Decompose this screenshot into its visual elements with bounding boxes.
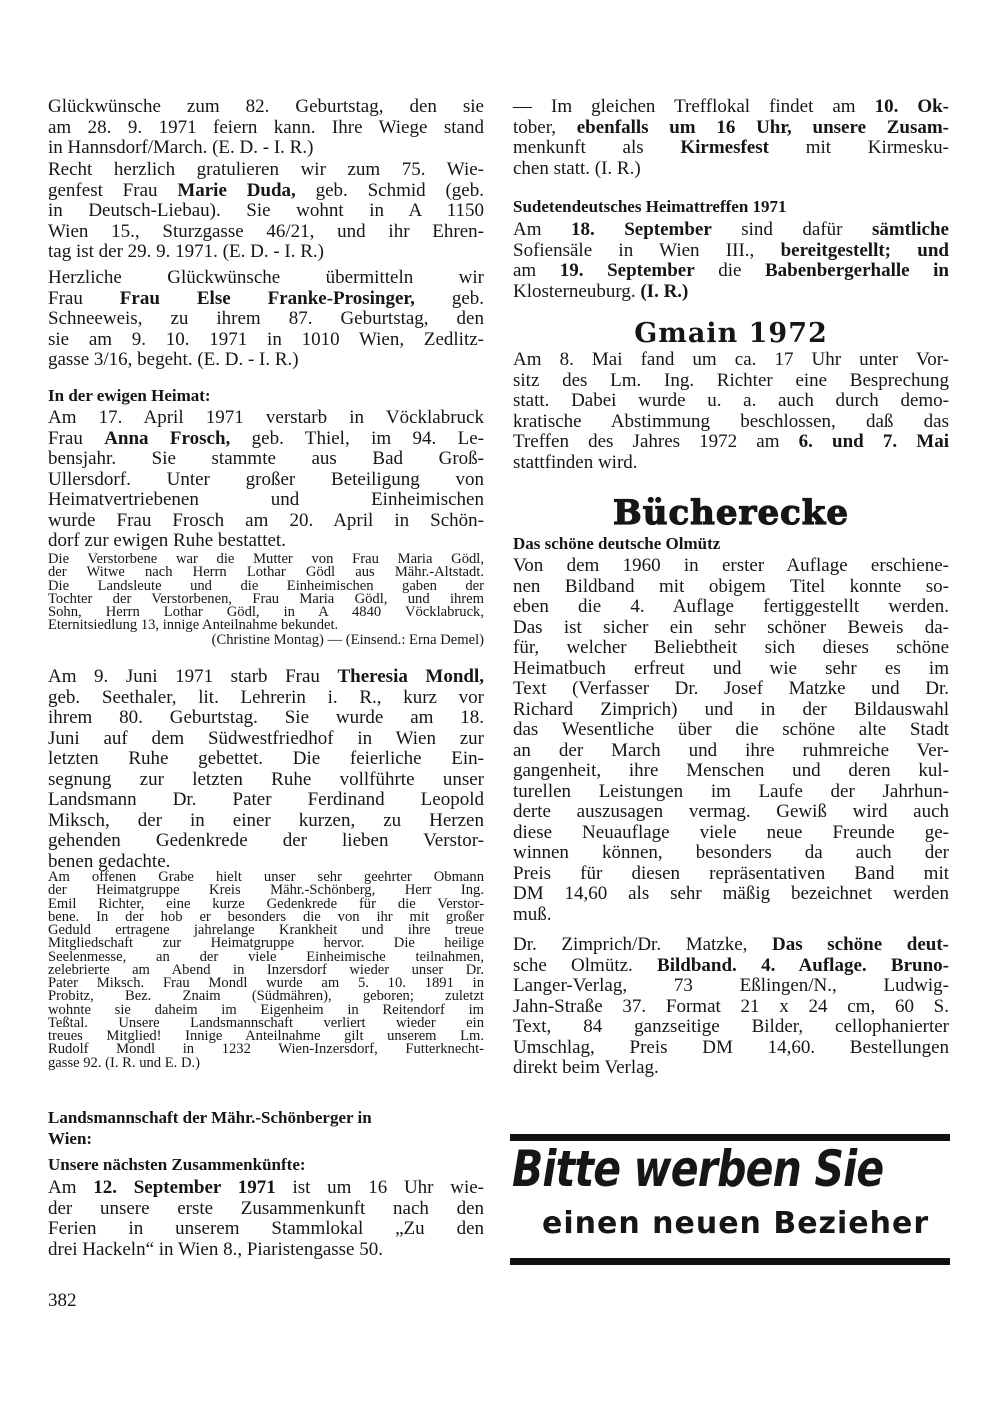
text: Jahn-Straße 37. Format 21 x 24 cm, 60 S. — [513, 995, 949, 1017]
bold-text: Bildband. 4. Auflage. Bruno- — [632, 954, 949, 976]
text: Die Landsleute und die Einheimischen gaben der — [48, 577, 484, 594]
text-line — [48, 1154, 484, 1175]
text-line — [48, 201, 484, 222]
text-line — [513, 782, 949, 803]
text-line — [48, 1219, 484, 1240]
text-line — [48, 708, 484, 729]
text: sind dafür — [711, 219, 872, 240]
text: die — [694, 260, 765, 281]
section-heading — [48, 385, 484, 406]
text-line — [48, 350, 484, 371]
text-line — [513, 823, 949, 844]
text: bensjahr. Sie stammte aus Bad Groß- — [48, 448, 484, 469]
text: genfest Frau — [48, 179, 178, 201]
text: Das ist sicher ein sehr schöner Beweis da- — [513, 616, 949, 638]
text: Recht herzlich gratulieren wir zum 75. Wie- — [48, 159, 484, 180]
text-line — [48, 330, 484, 351]
text: ihrem 80. Geburtstag. Sie wurde am 18. — [48, 707, 484, 728]
text: Tochter der Verstorbenen, Frau Maria Gödl, und ihrem — [48, 590, 484, 607]
text: tober, — [513, 116, 557, 138]
text-line — [48, 1178, 484, 1199]
text-line — [513, 597, 949, 618]
text-line — [513, 261, 949, 282]
text: treues Mitglied! Innige Anteilnahme gilt unserem Lm. — [48, 1028, 484, 1044]
text: eben die 4. Auflage fertiggestellt werden. — [513, 596, 949, 617]
text-line — [513, 220, 949, 241]
text-line — [48, 309, 484, 330]
paragraph — [48, 97, 484, 159]
text: Am 17. April 1971 verstarb in Vöcklabruck — [48, 407, 484, 428]
text-line — [48, 138, 484, 159]
text: der Witwe nach Herrn Lothar Gödl aus Mähr.-Altstadt. — [48, 564, 484, 581]
text-line — [48, 429, 484, 450]
text-line — [48, 619, 484, 632]
text: turellen Leistungen im Laufe der Jahrhun- — [513, 780, 949, 802]
text: Am — [48, 1177, 94, 1198]
text: Miksch, der in einer kurzen, zu Herzen — [48, 809, 484, 831]
text: sitz des Lm. Ing. Richter eine Besprechung — [513, 369, 949, 391]
text-line — [48, 289, 484, 310]
text: letzten Ruhe gebettet. Die feierliche Ein- — [48, 748, 484, 769]
text: Text (Verfasser Dr. Josef Matzke und Dr. — [513, 678, 949, 699]
text: muß. — [513, 903, 552, 925]
text: zelebrierte am Abend in Inzersdorf wieder unser Dr. — [48, 961, 484, 978]
text: Dr. Zimprich/Dr. Matzke, — [513, 934, 773, 955]
text: sche Olmütz. — [513, 954, 633, 976]
text-line — [48, 385, 484, 406]
text: geb. Thiel, im 94. Le- — [230, 427, 484, 449]
text-line — [513, 371, 949, 392]
text: Wien 15., Sturzgasse 46/21, und ihr Ehren- — [48, 220, 484, 242]
text: Herzliche Glückwünsche übermitteln wir — [48, 267, 484, 288]
text-line — [513, 935, 949, 956]
text-line — [513, 391, 949, 412]
text: an der March und ihre ruhmreiche Ver- — [513, 739, 949, 761]
bold-text: 12. September 1971 — [93, 1177, 276, 1198]
text-line — [48, 1240, 484, 1261]
text-line — [513, 453, 949, 474]
text: dorf zur ewigen Ruhe bestattet. — [48, 530, 286, 551]
text: Richard Zimprich) und in der Bildauswahl — [513, 698, 949, 720]
text-line — [48, 490, 484, 511]
text-line — [48, 160, 484, 181]
text: Die Verstorbene war die Mutter von Frau Maria Gödl, — [48, 551, 484, 567]
text: tag ist der 29. 9. 1971. (E. D. - I. R.) — [48, 241, 324, 262]
text-line — [48, 470, 484, 491]
section-heading — [513, 196, 949, 217]
text-line — [513, 638, 949, 659]
text: nen Bildband mit obigem Titel konnte so- — [513, 575, 949, 597]
bold-text: sämtliche — [871, 219, 949, 240]
text: In der ewigen Heimat: — [48, 386, 211, 405]
text: derte auszusagen vermag. Gewiß wird auch — [513, 801, 949, 822]
text: Sofiensäle in Wien III., — [513, 239, 755, 261]
text: Emil Richter, eine kurze Gedenkrede für die Verstor- — [48, 895, 484, 912]
text-line — [513, 118, 949, 139]
text: Unsere nächsten Zusammenkünfte: — [48, 1155, 306, 1174]
text-line — [48, 1054, 484, 1071]
text: Ullersdorf. Unter großer Beteiligung von — [48, 468, 484, 490]
ad-headline: Bitte werben Sie — [512, 1140, 884, 1198]
text-line — [48, 531, 484, 552]
bold-text: 10. Ok- — [874, 96, 949, 117]
text: Probitz, Bez. Znaim (Südmähren), geboren; zuletzt — [48, 988, 484, 1005]
text: diese Neuauflage viele neue Freunde ge- — [513, 821, 949, 843]
bold-text: bereitgestellt; und — [754, 239, 949, 261]
section-title: Gmain 1972 — [634, 318, 828, 349]
bold-text: Kirmesfest — [680, 137, 769, 158]
text-line — [513, 350, 949, 371]
section-heading — [48, 1154, 484, 1175]
text: bene. In der hob er besonders die von ihr mit großer — [48, 908, 484, 925]
paragraph — [48, 268, 484, 371]
text-line — [513, 679, 949, 700]
text-line — [513, 412, 949, 433]
text: segnung zur letzten Ruhe vollführte unser — [48, 768, 484, 790]
text-line — [513, 761, 949, 782]
text: Seelenmesse, an der viele Einheimische teilnahmen, — [48, 948, 484, 965]
text: Landsmann Dr. Pater Ferdinand Leopold — [48, 789, 484, 810]
section-title: Bücherecke — [613, 493, 849, 533]
text-line — [513, 884, 949, 905]
page-number: 382 — [48, 1290, 77, 1311]
text: DM 14,60 als sehr mäßig bezeichnet werden — [513, 883, 949, 904]
text-line — [48, 770, 484, 791]
text: Am offenen Grabe hielt unser sehr geehrter Obmann — [48, 869, 484, 885]
text: in Deutsch-Liebau). Sie wohnt in A 1150 — [48, 200, 484, 221]
text: für, welcher Beliebtheit sich dieses schöne — [513, 637, 949, 658]
text: stattfinden wird. — [513, 451, 638, 473]
text-line — [48, 790, 484, 811]
text: ist um 16 Uhr wie- — [275, 1177, 484, 1198]
text: Frau — [48, 287, 120, 309]
text: Preis für diesen repräsentativen Band mit — [513, 862, 949, 884]
section-heading — [513, 533, 949, 554]
text-line — [48, 688, 484, 709]
text-line — [513, 659, 949, 680]
text-line — [48, 1107, 484, 1128]
attribution: (Christine Montag) — (Einsend.: Erna Demel) — [211, 631, 484, 648]
text: Treffen des Jahres 1972 am — [513, 431, 799, 452]
bold-text: Frau Else Franke-Prosinger, — [119, 287, 415, 309]
text-line — [513, 956, 949, 977]
text: wurde Frau Frosch am 20. April in Schön- — [48, 509, 484, 531]
ad-subline: einen neuen Bezieher — [542, 1206, 930, 1241]
text: Wien: — [48, 1129, 93, 1148]
text: geb. — [414, 287, 485, 309]
text: am — [513, 260, 560, 281]
text: wohnte sie daheim im Eigenheim in Reitendorf im — [48, 1001, 484, 1018]
text-line — [513, 720, 949, 741]
text: Das schöne deutsche Olmütz — [513, 534, 721, 553]
text-line — [513, 843, 949, 864]
text-line — [513, 1038, 949, 1059]
small-print-paragraph — [48, 871, 484, 1070]
text: Am 8. Mai fand um ca. 17 Uhr unter Vor- — [513, 349, 949, 370]
text-line — [513, 1017, 949, 1038]
bold-text: 19. September — [559, 260, 695, 281]
text: am 28. 9. 1971 feiern kann. Ihre Wiege stand — [48, 116, 484, 138]
text-line — [48, 408, 484, 429]
text-line — [513, 976, 949, 997]
text: Geduld ertragene jahrelange Krankheit und ihre treue — [48, 922, 484, 938]
text-line — [48, 749, 484, 770]
text-line — [48, 1199, 484, 1220]
bold-text: Babenbergerhalle in — [764, 260, 949, 281]
text-line — [48, 667, 484, 688]
text: Glückwünsche zum 82. Geburtstag, den sie — [48, 96, 484, 117]
text: Mitgliedschaft zur Heimatgruppe hervor. Die heilige — [48, 935, 484, 952]
text-line — [513, 700, 949, 721]
bold-text: 6. und 7. Mai — [798, 431, 949, 452]
text: Umschlag, Preis DM 14,60. Bestellungen — [513, 1036, 949, 1058]
text: Heimatbuch erfreut und wie sehr es im — [513, 657, 949, 679]
text: menkunft als — [513, 137, 681, 158]
text-line — [48, 811, 484, 832]
text: chen statt. (I. R.) — [513, 157, 641, 179]
text: mit Kirmesku- — [768, 137, 949, 158]
text: direkt beim Verlag. — [513, 1057, 659, 1078]
text-line — [513, 282, 949, 303]
text: winnen können, besonders da auch der — [513, 842, 949, 863]
text-line — [513, 905, 949, 926]
text: gasse 92. (I. R. und E. D.) — [48, 1054, 200, 1071]
text: das Wesentliche über die schöne alte Stadt — [513, 719, 949, 740]
text-line — [513, 138, 949, 159]
text: Heimatvertriebenen und Einheimischen — [48, 489, 484, 510]
text: Am — [513, 219, 571, 240]
text: Langer-Verlag, 73 Eßlingen/N., Ludwig- — [513, 975, 949, 996]
text: Schneeweis, zu ihrem 87. Geburtstag, den — [48, 308, 484, 329]
bold-text: Das schöne deut- — [772, 934, 949, 955]
text-line — [48, 511, 484, 532]
text-line — [513, 997, 949, 1018]
bold-text: ebenfalls um 16 Uhr, unsere Zusam- — [556, 116, 949, 138]
text-line — [48, 268, 484, 289]
text: gangenheit, ihre Menschen und deren kul- — [513, 760, 949, 781]
paragraph — [513, 556, 949, 925]
text-line — [48, 242, 484, 263]
section-heading — [48, 1107, 484, 1149]
text-line — [513, 241, 949, 262]
text: drei Hackeln“ in Wien 8., Piaristengasse 50. — [48, 1238, 383, 1260]
text: — Im gleichen Trefflokal findet am — [513, 96, 875, 117]
text-line — [48, 1128, 484, 1149]
text: Landsmannschaft der Mähr.-Schönberger in — [48, 1108, 372, 1127]
text-line — [513, 556, 949, 577]
text-line — [48, 181, 484, 202]
text: Pater Miksch. Frau Mondl wurde am 5. 10. 1891 in — [48, 975, 484, 991]
text-line — [48, 449, 484, 470]
text: kratische Abstimmung beschlossen, daß das — [513, 410, 949, 432]
text-line — [513, 159, 949, 180]
text: Am 9. Juni 1971 starb Frau — [48, 666, 338, 687]
text: Rudolf Mondl in 1232 Wien-Inzersdorf, Futterknecht- — [48, 1041, 484, 1058]
text: Frau — [48, 427, 105, 449]
text-line — [513, 97, 949, 118]
paragraph — [48, 408, 484, 552]
text: statt. Dabei wurde u. a. auch durch demo- — [513, 390, 949, 411]
text: geb. Seethaler, lit. Lehrerin i. R., kurz vor — [48, 686, 484, 708]
paragraph — [513, 220, 949, 302]
bold-text: (I. R.) — [635, 280, 689, 302]
text-line — [48, 729, 484, 750]
text: der unsere erste Zusammenkunft nach den — [48, 1197, 484, 1219]
paragraph — [513, 935, 949, 1079]
text: Teßtal. Unsere Landsmannschaft verliert wieder ein — [48, 1014, 484, 1031]
text-line — [513, 802, 949, 823]
ad-bottom-rule — [510, 1258, 950, 1265]
bold-text: Anna Frosch, — [104, 427, 231, 449]
text: Sohn, Herrn Lothar Gödl, in A 4840 Vöcklabruck, — [48, 604, 484, 620]
text: der Heimatgruppe Kreis Mähr.-Schönberg, Herr Ing. — [48, 882, 484, 899]
text-line — [48, 118, 484, 139]
paragraph — [513, 350, 949, 473]
bold-text: Theresia Mondl, — [337, 666, 484, 687]
text-line — [513, 864, 949, 885]
text: Juni auf dem Südwestfriedhof in Wien zur — [48, 727, 484, 749]
paragraph — [48, 1178, 484, 1260]
text-line — [513, 618, 949, 639]
text: gasse 3/16, begeht. (E. D. - I. R.) — [48, 349, 299, 370]
text: geb. Schmid (geb. — [295, 179, 484, 201]
bold-text: 18. September — [570, 219, 712, 240]
text-line — [48, 97, 484, 118]
text: sie am 9. 10. 1971 in 1010 Wien, Zedlitz- — [48, 328, 484, 350]
text: Text, 84 ganzseitige Bilder, cellophanierter — [513, 1016, 949, 1037]
paragraph — [513, 97, 949, 179]
text-line — [48, 222, 484, 243]
text: Von dem 1960 in erster Auflage erschiene- — [513, 555, 949, 576]
text: Klosterneuburg. — [513, 280, 636, 302]
text: gehenden Gedenkrede der lieben Verstor- — [48, 830, 484, 851]
text: Sudetendeutsches Heimattreffen 1971 — [513, 197, 787, 216]
text-line — [513, 577, 949, 598]
text-line — [513, 432, 949, 453]
text: benen gedachte. — [48, 850, 171, 872]
text-line — [513, 1058, 949, 1079]
paragraph — [48, 667, 484, 872]
text: in Hannsdorf/March. (E. D. - I. R.) — [48, 137, 314, 158]
paragraph — [48, 160, 484, 263]
small-print-paragraph — [48, 553, 484, 647]
text: Ferien in unserem Stammlokal „Zu den — [48, 1218, 484, 1239]
text: Eternitsiedlung 13, innige Anteilnahme bekundet. — [48, 617, 339, 634]
bold-text: Marie Duda, — [177, 179, 296, 201]
text-line — [513, 533, 949, 554]
text-line — [513, 741, 949, 762]
text-line — [48, 831, 484, 852]
text-line — [513, 196, 949, 217]
